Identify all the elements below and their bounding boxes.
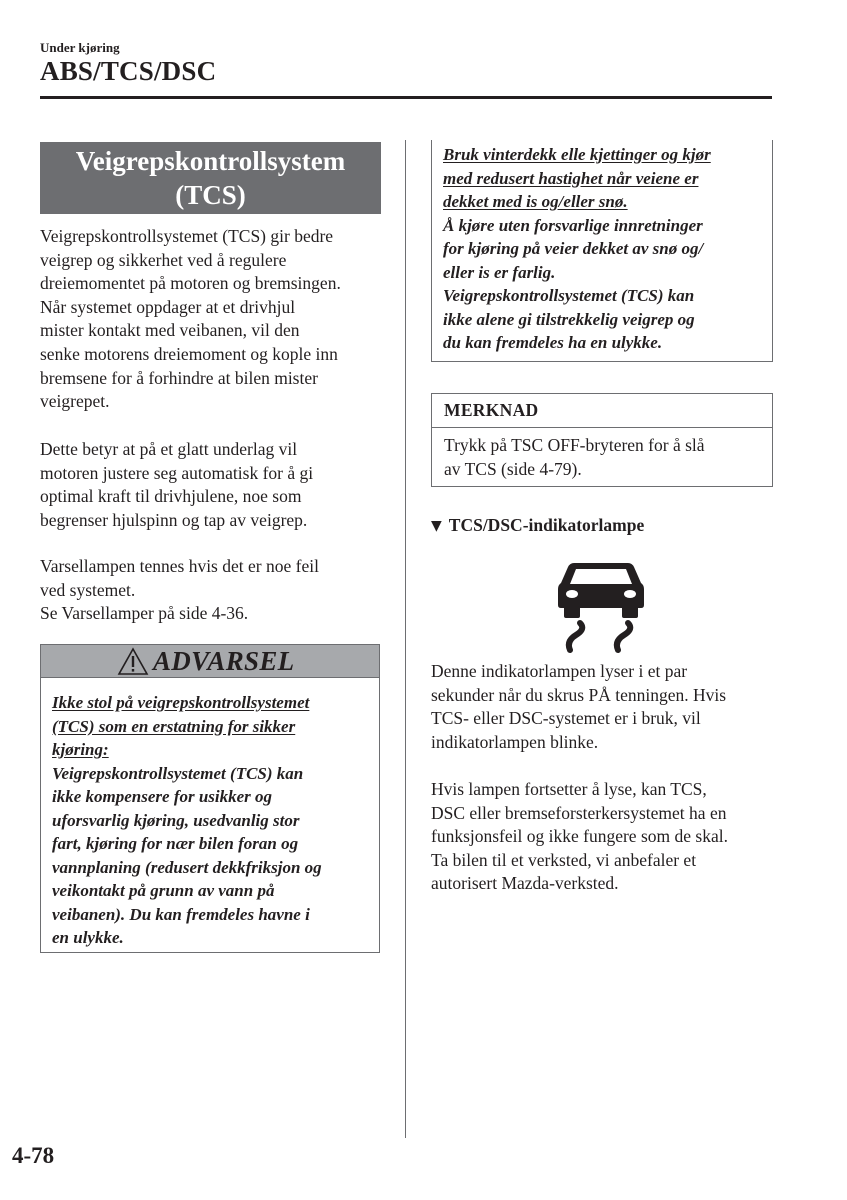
triangle-down-icon: ▼	[431, 517, 442, 534]
text-line: optimal kraft til drivhjulene, noe som	[40, 486, 302, 507]
warning-header	[40, 644, 380, 678]
skidding-car-icon	[556, 555, 646, 655]
text-line: sekunder når du skrus PÅ tenningen. Hvis	[431, 684, 727, 705]
text-line: Denne indikatorlampen lyser i et par	[431, 661, 688, 681]
warning-body-line: ikke alene gi tilstrekkelig veigrep og	[443, 309, 695, 329]
text-line: Veigrepskontrollsystemet (TCS) gir bedre	[40, 226, 334, 246]
tcs-description-paragraph	[40, 225, 385, 414]
warning-triangle-icon	[117, 647, 149, 676]
warning-title: ADVARSEL	[153, 646, 295, 676]
text-line: Se Varsellamper på side 4-36.	[40, 603, 249, 624]
text-line: Dette betyr at på et glatt underlag vil	[40, 439, 298, 459]
text-line: begrenser hjulspinn og tap av veigrep.	[40, 509, 308, 530]
note-line: av TCS (side 4-79).	[444, 458, 582, 479]
warning-body-line: en ulykke.	[52, 928, 124, 947]
warning-lamp-paragraph	[40, 555, 385, 626]
note-header	[432, 394, 772, 428]
text-line: Ta bilen til et verksted, vi anbefaler et	[431, 849, 697, 870]
warning-body-line: vannplaning (redusert dekkfriksjon og	[52, 857, 322, 877]
warning-body-line: Å kjøre uten forsvarlige innretninger	[443, 215, 703, 235]
warning-text	[443, 143, 711, 355]
text-line: senke motorens dreiemoment og kople inn	[40, 343, 338, 364]
text-line: dreiemomentet på motoren og bremsingen.	[40, 273, 341, 294]
note-text	[444, 434, 705, 481]
warning-body-line: uforsvarlig kjøring, usedvanlig stor	[52, 810, 300, 830]
text-line: veigrep og sikkerhet ved å regulere	[40, 249, 287, 270]
warning-body-line: fart, kjøring for nær bilen foran og	[52, 834, 299, 853]
text-line: Hvis lampen fortsetter å lyse, kan TCS,	[431, 779, 707, 799]
warning-box	[40, 678, 380, 953]
warning-heading-line: kjøring:	[52, 740, 109, 759]
note-line: Trykk på TSC OFF-bryteren for å slå	[444, 435, 705, 455]
warning-text	[52, 691, 322, 950]
note-title: MERKNAD	[444, 400, 539, 420]
indicator-paragraph	[431, 660, 776, 754]
warning-heading-line: med redusert hastighet når veiene er	[443, 168, 699, 188]
warning-body-line: ikke kompensere for usikker og	[52, 787, 273, 806]
warning-heading-line: (TCS) som en erstatning for sikker	[52, 716, 296, 736]
indicator-subheading	[431, 515, 644, 536]
header-rule	[40, 96, 772, 99]
malfunction-paragraph	[431, 778, 776, 896]
warning-body-line: du kan fremdeles ha en ulykke.	[443, 333, 663, 352]
text-line: bremsene for å forhindre at bilen mister	[40, 367, 318, 388]
warning-box-continued	[431, 140, 773, 362]
text-line: funksjonsfeil og ikke fungere som de skal.	[431, 826, 728, 847]
text-line: TCS- eller DSC-systemet er i bruk, vil	[431, 708, 701, 729]
warning-heading-line: dekket med is og/eller snø.	[443, 192, 628, 211]
text-line: indikatorlampen blinke.	[431, 731, 599, 752]
warning-heading-line: Ikke stol på veigrepskontrollsystemet	[52, 693, 310, 712]
text-line: autorisert Mazda-verksted.	[431, 873, 619, 894]
text-line: veigrepet.	[40, 391, 110, 412]
text-line: motoren justere seg automatisk for å gi	[40, 462, 314, 483]
warning-body-line: veibanen). Du kan fremdeles havne i	[52, 904, 310, 924]
warning-body-line: veikontakt på grunn av vann på	[52, 881, 275, 900]
warning-body-line: Veigrepskontrollsystemet (TCS) kan	[52, 763, 304, 783]
indicator-subheading-text: TCS/DSC-indikatorlampe	[448, 515, 645, 535]
warning-body-line: eller is er farlig.	[443, 262, 556, 282]
warning-body-line: for kjøring på veier dekket av snø og/	[443, 239, 704, 258]
text-line: Når systemet oppdager at et drivhjul	[40, 296, 296, 317]
text-line: DSC eller bremseforsterkersystemet ha en	[431, 802, 727, 823]
page-number: 4-78	[12, 1143, 55, 1168]
tcs-section-title	[40, 142, 381, 214]
text-line: Varsellampen tennes hvis det er noe feil	[40, 556, 319, 576]
column-divider	[405, 140, 406, 1138]
warning-heading-line: Bruk vinterdekk elle kjettinger og kjør	[443, 145, 711, 164]
warning-body-line: Veigrepskontrollsystemet (TCS) kan	[443, 286, 695, 305]
section-label: Under kjøring	[40, 40, 120, 55]
slippery-surface-paragraph	[40, 438, 385, 532]
note-box	[431, 393, 773, 487]
tcs-title-line: Veigrepskontrollsystem	[75, 146, 346, 176]
text-line: mister kontakt med veibanen, vil den	[40, 320, 300, 341]
chapter-title: ABS/TCS/DSC	[40, 56, 217, 86]
tcs-title-line: (TCS)	[175, 180, 246, 210]
text-line: ved systemet.	[40, 579, 136, 600]
